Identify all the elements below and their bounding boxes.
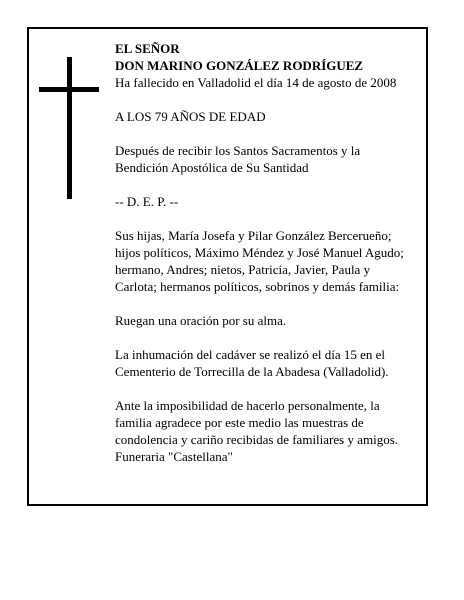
family-line: hijos políticos, Máximo Méndez y José Manuel Agudo; — [115, 245, 404, 260]
family-paragraph — [115, 227, 420, 295]
deceased-name: DON MARINO GONZÁLEZ RODRÍGUEZ — [115, 58, 364, 73]
obituary-notice — [27, 27, 428, 506]
cross-icon — [39, 57, 99, 199]
sacraments-line: Bendición Apostólica de Su Santidad — [115, 160, 309, 175]
thanks-line: condolencia y cariño recibidas de familiares y amigos. — [115, 432, 399, 447]
thanks-line: familia agradece por este medio las muestras de — [115, 415, 364, 430]
title-line: EL SEÑOR — [115, 41, 180, 56]
prayer-line: Ruegan una oración por su alma. — [115, 313, 287, 328]
notice-header — [115, 40, 420, 91]
funeral-home-line: Funeraria "Castellana" — [115, 449, 233, 464]
death-date-line: Ha fallecido en Valladolid el día 14 de agosto de 2008 — [115, 75, 397, 90]
rip-line: -- D. E. P. -- — [115, 194, 179, 209]
notice-text — [115, 40, 420, 465]
thanks-line: Ante la imposibilidad de hacerlo personalmente, la — [115, 398, 380, 413]
burial-line: Cementerio de Torrecilla de la Abadesa (Valladolid). — [115, 364, 389, 379]
age-line: A LOS 79 AÑOS DE EDAD — [115, 109, 266, 124]
thanks-paragraph — [115, 397, 420, 465]
cross-horizontal-bar — [39, 87, 99, 92]
prayer-paragraph — [115, 312, 420, 329]
family-line: hermano, Andres; nietos, Patricia, Javier, Paula y — [115, 262, 371, 277]
burial-paragraph — [115, 346, 420, 380]
sacraments-line: Después de recibir los Santos Sacramentos y la — [115, 143, 361, 158]
family-line: Carlota; hermanos políticos, sobrinos y demás familia: — [115, 279, 400, 294]
rip-paragraph — [115, 193, 420, 210]
age-paragraph — [115, 108, 420, 125]
sacraments-paragraph — [115, 142, 420, 176]
cross-vertical-bar — [67, 57, 72, 199]
burial-line: La inhumación del cadáver se realizó el día 15 en el — [115, 347, 385, 362]
family-line: Sus hijas, María Josefa y Pilar González Bercerueño; — [115, 228, 392, 243]
